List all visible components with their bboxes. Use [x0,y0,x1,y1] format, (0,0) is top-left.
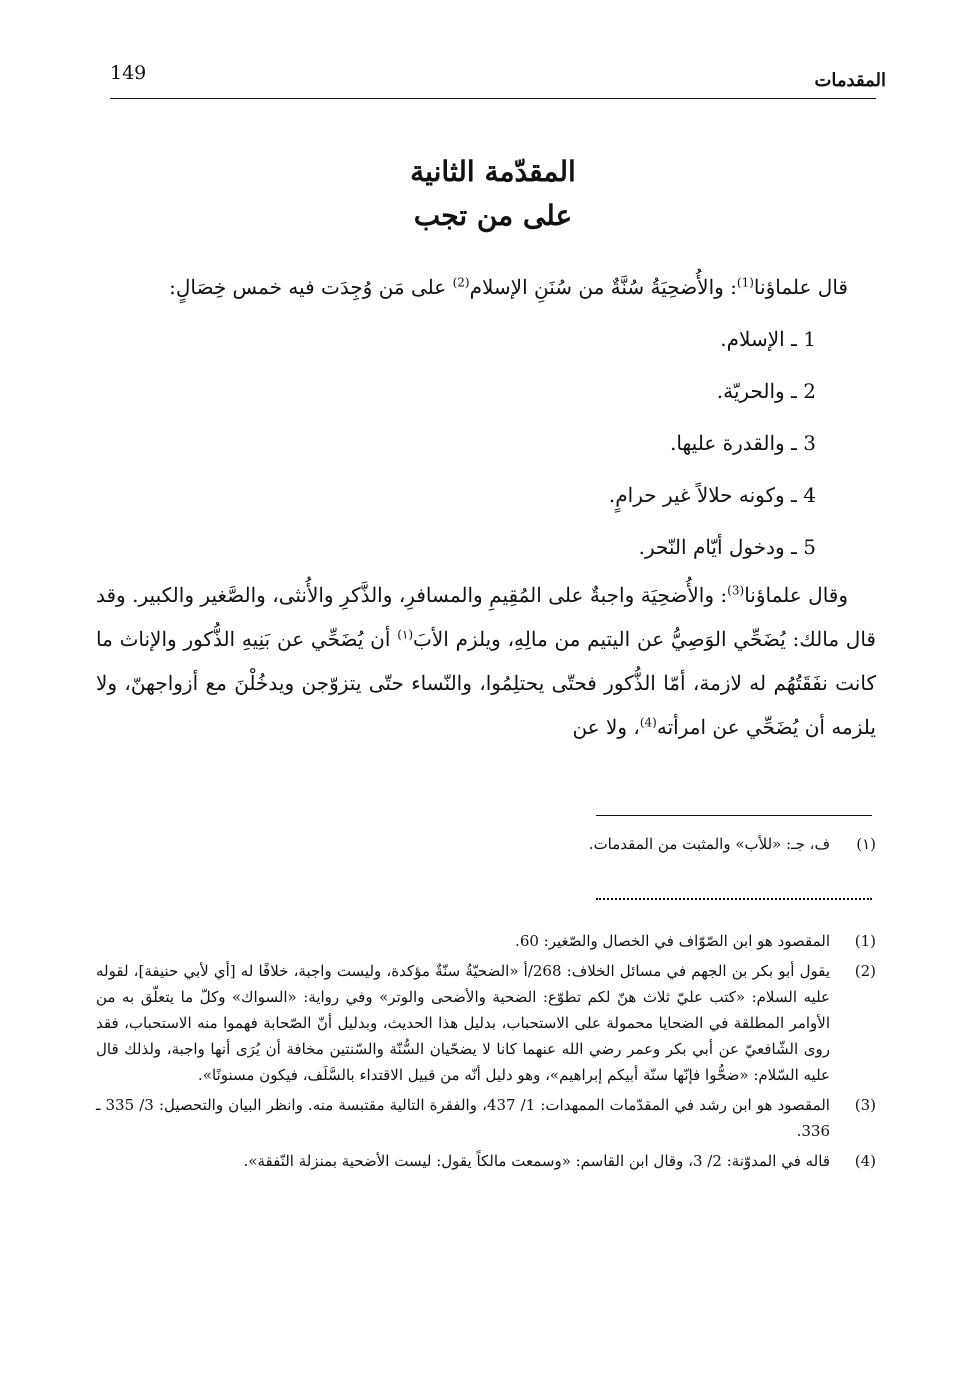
edition-note-ref: (١) [397,627,414,642]
list-item: 3 ـ والقدرة عليها. [670,431,816,455]
page-number: 149 [110,62,147,84]
footnote [96,928,876,954]
footnote-ref-2: (2) [452,275,470,290]
footnote-number: (2) [854,962,876,980]
list-item: 1 ـ الإسلام. [720,327,816,351]
footnote-ref-4: (4) [639,715,657,730]
edition-note [110,832,876,856]
footnote-text: المقصود هو ابن الصّوّاف في الخصال والصّغير: 60. [515,932,830,950]
dotted-footnote-divider [596,898,872,900]
paragraph-2 [96,573,876,749]
footnote-number: (4) [854,1152,876,1170]
list-item: 5 ـ ودخول أيّام النّحر. [638,535,816,559]
paragraph-1-text-b: : والأُضحِيَةُ سُنَّةٌ من سُنَنِ الإسلام [469,275,737,299]
footnote [96,1092,876,1144]
footnote-number: (3) [854,1096,876,1114]
footnote [96,958,876,1088]
footnote-text: قاله في المدوّنة: 2/ 3، وقال ابن القاسم: «وسمعت مالكاً يقول: ليست الأضحية بمنزلة النّفقة». [243,1152,830,1170]
paragraph-2-text-b: : والأُضحِيَة واجبةٌ على المُقِيمِ والمسافرِ، والذَّكرِ والأُنثى، والصَّغير والكبير. وقد قال مالك: يُضَحِّي الوَصِيُّ عن اليتيم من مالِهِ، ويلزم الأبَ [96,583,876,651]
section-title [110,150,876,238]
paragraph-1 [96,265,876,309]
footnote-ref-3: (3) [727,583,745,598]
section-title-line-1: المقدّمة الثانية [410,155,576,188]
main-text [96,265,876,749]
paragraph-1-text-a: قال علماؤنا [753,275,848,299]
footnote-number: (1) [854,932,876,950]
footnotes [96,928,876,1178]
paragraph-2-text-d: ، ولا عن [572,715,640,739]
footnote [96,1148,876,1174]
footnote-divider [596,815,872,816]
running-header [110,62,886,99]
running-header-title: المقدمات [814,70,886,91]
edition-note-number: (١) [856,835,876,853]
paragraph-1-text-c: على مَن وُجِدَت فيه خمس خِصَالٍ: [169,275,453,299]
list-item: 4 ـ وكونه حلالاً غير حرامٍ. [608,483,816,507]
paragraph-2-text-c: أن يُضَحِّي عن بَنِيهِ الذُّكور والإناث ما كانت نفَقَتُهُم له لازمة، أمّا الذُّكور فحتّى يحتلِمُوا، والنّساء حتّى يتزوّجن ويدخُلْنَ مع أزواجهنّ، ولا يلزمه أن يُضَحِّي عن امرأته [96,627,876,739]
footnote-text: المقصود هو ابن رشد في المقدّمات الممهدات: 1/ 437، والفقرة التالية مقتبسة منه. وانظر البيان والتحصيل: 3/ 335 ـ 336. [96,1096,830,1140]
edition-note-text: ف، جـ: «للأب» والمثبت من المقدمات. [588,835,830,853]
conditions-list [96,313,876,573]
footnote-text: يقول أبو بكر بن الجهم في مسائل الخلاف: 268/أ «الضحيّةُ سنّةٌ مؤكدة، وليست واجبة، خلافًا له [أي لأبي حنيفة]، لقوله عليه السلام: «كتب عليّ ثلاث هنّ لكم تطوّع: الضحية والأضحى والوتر» وفي رواية: «السواك» وكلّ ما يتعلّق به من الأوامر المطلقة في الضحايا محمولة على الاستحباب، بدليل هذا الحديث، وبدليل أنّ الصّحابة فهموا منه الاستحباب، فقد روى الشّافعيّ عن أبي بكر وعمر رضي الله عنهما كانا لا يضحّيان السُّنّة والسّنتين مخافة أن يُرَى أنها واجبة، ولذلك قال عليه السّلام: «ضحُّوا فإنّها سنّة أبيكم إبراهيم»، وهو دليل أنّه من قبيل الاقتداء بالسَّلَف، فيكون مسنونًا». [96,962,830,1084]
list-item: 2 ـ والحريّة. [716,379,816,403]
paragraph-2-text-a: وقال علماؤنا [744,583,849,607]
footnote-ref-1: (1) [736,275,754,290]
section-title-line-2: على من تجب [413,199,573,232]
